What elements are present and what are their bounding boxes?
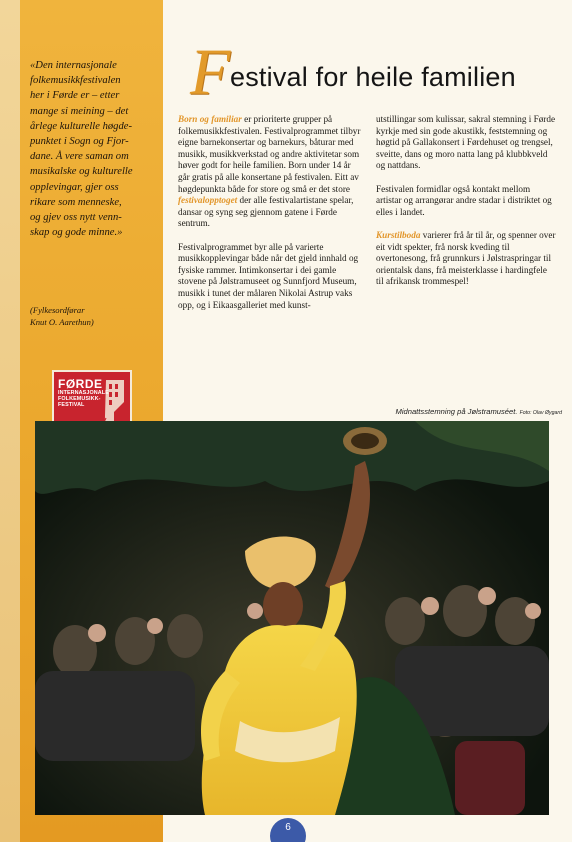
quote-line: opplevingar, gjer oss bbox=[30, 181, 119, 193]
author-line: Knut O. Aarethun) bbox=[30, 316, 94, 327]
article-paragraph: Festivalen formidlar også kontakt mellom artistar og arrangørar andre stadar i distriktet og elles i landet. bbox=[376, 183, 552, 217]
festival-photo bbox=[35, 421, 549, 815]
quote-line: skap og gode minne.» bbox=[30, 227, 123, 239]
quote-line: folkemusikkfestivalen bbox=[30, 75, 121, 87]
inline-highlight: festivalopptoget bbox=[178, 195, 238, 206]
author-line: (Fylkesordførar bbox=[30, 305, 85, 315]
page-title: estival for heile familien bbox=[230, 62, 516, 92]
photo-caption bbox=[300, 407, 562, 416]
article-column-right bbox=[376, 114, 556, 300]
quote-line: punktet i Sogn og Fjor- bbox=[30, 136, 129, 148]
logo-subtitle: FOLKEMUSIKK- bbox=[58, 396, 101, 403]
paragraph-text: er prioriterte grupper på folkemusikkfestivalen. Festivalprogrammet tilbyr eigne barnekonsertar og barnekurs, båturar med musikk, musikkverkstad og andre aktivitetar som høver godt for heile familien. Born under 14 år går gratis på alle konsertane på festivalen. Eitt av høgdepunkta både for store og små er det store bbox=[178, 114, 361, 194]
photo-credit: Foto: Olav Øygard bbox=[519, 410, 562, 416]
page-number-badge bbox=[270, 818, 306, 842]
logo-name: FØRDE bbox=[58, 377, 103, 391]
photo-dancer-illustration bbox=[35, 421, 549, 815]
quote-line: årlege kulturelle høgde- bbox=[30, 120, 132, 132]
quote-line: «Den internasjonale bbox=[30, 60, 117, 71]
paragraph-text: varierer frå år til år, og spenner over eit vidt spekter, frå norsk kveding til overtonesong, frå grunnkurs i Jølstraspringar til orientalsk dans, frå meisterklasse i hardingfele til afrikansk trommespel! bbox=[376, 229, 556, 287]
logo-text bbox=[58, 378, 110, 409]
article-paragraph bbox=[178, 114, 362, 230]
logo-subtitle: FESTIVAL bbox=[58, 402, 85, 409]
lead-highlight: Kurstilboda bbox=[376, 229, 421, 240]
quote-line: rikare som menneske, bbox=[30, 196, 122, 208]
caption-text: Midnattsstemning på Jølstramuséet. bbox=[395, 407, 518, 416]
quote-line: her i Førde er – etter bbox=[30, 90, 120, 102]
quote-line: musikalske og kulturelle bbox=[30, 166, 133, 178]
paragraph-text: der alle festivalartistane spelar, dansar og syng seg gjennom gatene i Førde sentrum. bbox=[178, 195, 354, 229]
article-column-left bbox=[178, 114, 362, 323]
article-paragraph: Festivalprogrammet byr alle på varierte musikkopplevingar både når det gjeld innhald og fysiske rammer. Intimkonsertar i dei gamle stovene på Jølstramuseet og Sunnfjord Museum, musikk i tunet der målaren Nikolai Astrup vaks opp, og i Eikaasgalleriet med kunst- bbox=[178, 241, 359, 310]
quote-line: mange si meining – det bbox=[30, 105, 129, 117]
sidebar-quote bbox=[30, 58, 158, 240]
quote-line: og gjev oss nytt venn- bbox=[30, 212, 122, 224]
article-paragraph: utstillingar som kulissar, sakral stemning i Førde kyrkje med sin gode akustikk, feststemning og høgtid på Gallakonsert i Førdehuset og trengsel, sveitte, dans og moro natta lang på klubbkveld og nattdans. bbox=[376, 114, 556, 171]
sidebar-edge bbox=[0, 0, 20, 842]
title-initial: F bbox=[190, 36, 231, 109]
article-paragraph bbox=[376, 230, 556, 288]
quote-line: dane. Å vere saman om bbox=[30, 151, 129, 163]
logo-subtitle: INTERNASJONALE bbox=[58, 390, 109, 396]
lead-highlight: Born og familiar bbox=[178, 114, 242, 124]
quote-author bbox=[30, 305, 158, 328]
page-number: 6 bbox=[285, 822, 291, 833]
